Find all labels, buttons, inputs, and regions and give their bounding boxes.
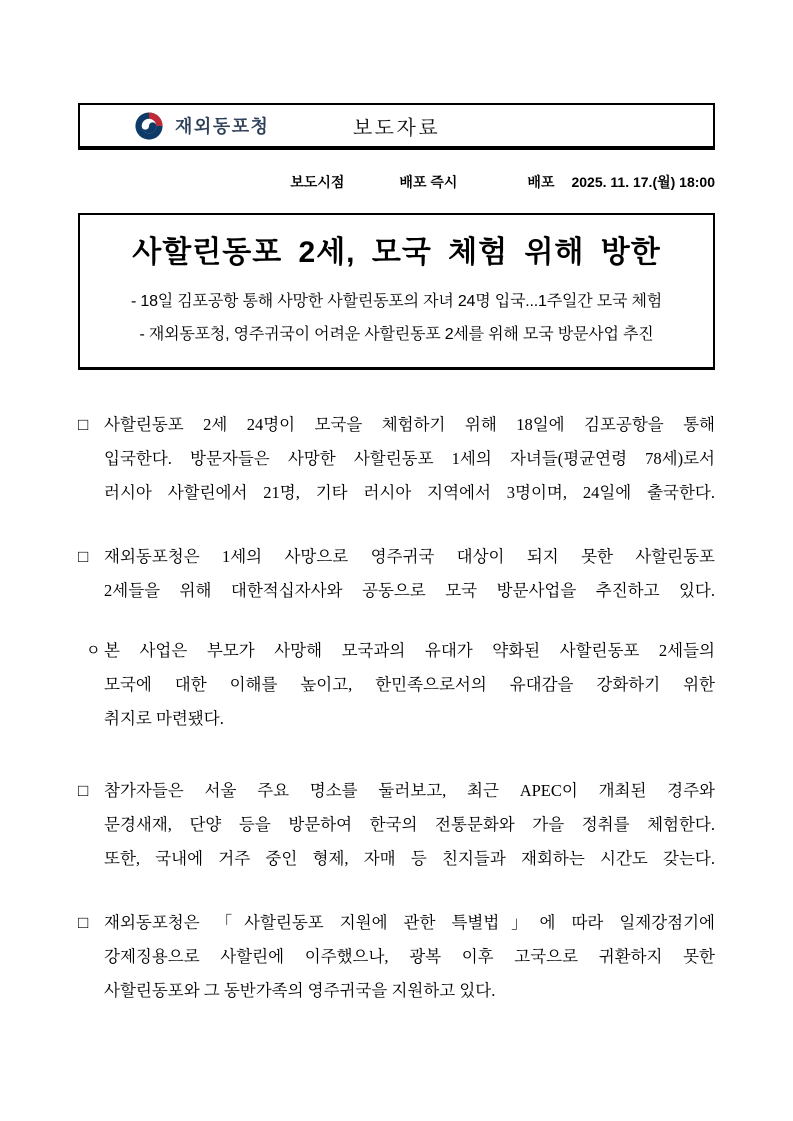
- paragraph-line: [104, 668, 715, 702]
- paragraph-text: 문경새재, 단양 등을 방문하여 한국의 전통문화와 가을 정취를 체험한다.: [104, 815, 715, 834]
- paragraph-line: [104, 702, 715, 736]
- paragraph-text: 본 사업은 부모가 사망해 모국과의 유대가 약화된 사할린동포 2세들의: [104, 641, 715, 660]
- paragraph-line: [104, 906, 715, 940]
- paragraph-text: 사할린동포와 그 동반가족의 영주귀국을 지원하고 있다.: [104, 981, 496, 1000]
- paragraph-marker: ㅇ: [86, 643, 101, 659]
- body-paragraphs: [78, 408, 715, 1008]
- headline-subtitle: - 재외동포청, 영주귀국이 어려운 사할린동포 2세를 위해 모국 방문사업 추진: [139, 326, 654, 343]
- paragraph-text: 입국한다. 방문자들은 사망한 사할린동포 1세의 자녀들(평균연령 78세)로서: [104, 449, 715, 468]
- header-box: [78, 103, 715, 150]
- headline-title: 사할린동포 2세, 모국 체험 위해 방한: [132, 236, 661, 269]
- paragraph-marker: □: [78, 781, 89, 800]
- distribution-datetime: 2025. 11. 17.(월) 18:00: [571, 174, 715, 190]
- paragraph: [78, 408, 715, 510]
- paragraph-line: [104, 442, 715, 476]
- paragraph-line: [104, 476, 715, 510]
- headline-subtitle: - 18일 김포공항 통해 사망한 사할린동포의 자녀 24명 입국...1주일간 모국 체험: [131, 293, 662, 310]
- paragraph-text: 강제징용으로 사할린에 이주했으나, 광복 이후 고국으로 귀환하지 못한: [104, 947, 715, 966]
- paragraph-line: [104, 774, 715, 808]
- paragraph-line: [104, 634, 715, 668]
- paragraph-text: 2세들을 위해 대한적십자사와 공동으로 모국 방문사업을 추진하고 있다.: [104, 581, 715, 600]
- paragraph-marker: □: [78, 547, 89, 566]
- doc-type-title: 보도자료: [352, 117, 441, 139]
- paragraph-text: 재외동포청은 1세의 사망으로 영주귀국 대상이 되지 못한 사할린동포: [104, 547, 715, 566]
- release-time-label: 보도시점: [290, 174, 345, 190]
- paragraph-text: 취지로 마련됐다.: [104, 709, 224, 728]
- paragraph-text: 참가자들은 서울 주요 명소를 둘러보고, 최근 APEC이 개최된 경주와: [104, 781, 715, 800]
- paragraph: [78, 774, 715, 876]
- paragraph: [78, 634, 715, 736]
- paragraph-text: 재외동포청은 「사할린동포 지원에 관한 특별법」에 따라 일제강점기에: [104, 913, 715, 932]
- paragraph-line: [104, 408, 715, 442]
- paragraph-line: [104, 940, 715, 974]
- paragraph: [78, 906, 715, 1008]
- paragraph-line: [104, 574, 715, 608]
- headline-subtitles: [80, 285, 713, 351]
- paragraph: [78, 540, 715, 608]
- paragraph-text: 러시아 사할린에서 21명, 기타 러시아 지역에서 3명이며, 24일에 출국한다.: [104, 483, 715, 502]
- paragraph-marker: □: [78, 913, 89, 932]
- paragraph-line: [104, 540, 715, 574]
- paragraph-line: [104, 842, 715, 876]
- paragraph-line: [104, 974, 715, 1008]
- paragraph-text: 모국에 대한 이해를 높이고, 한민족으로서의 유대감을 강화하기 위한: [104, 675, 715, 694]
- distribution-label: 배포: [527, 174, 555, 190]
- release-time-value: 배포 즉시: [399, 174, 458, 190]
- paragraph-line: [104, 808, 715, 842]
- paragraph-text: 또한, 국내에 거주 중인 형제, 자매 등 친지들과 재회하는 시간도 갖는다.: [104, 849, 715, 868]
- headline-box: [78, 213, 715, 370]
- meta-row: [78, 171, 715, 193]
- agency-name: 재외동포청: [175, 116, 270, 137]
- paragraph-marker: □: [78, 415, 89, 434]
- paragraph-text: 사할린동포 2세 24명이 모국을 체험하기 위해 18일에 김포공항을 통해: [104, 415, 715, 434]
